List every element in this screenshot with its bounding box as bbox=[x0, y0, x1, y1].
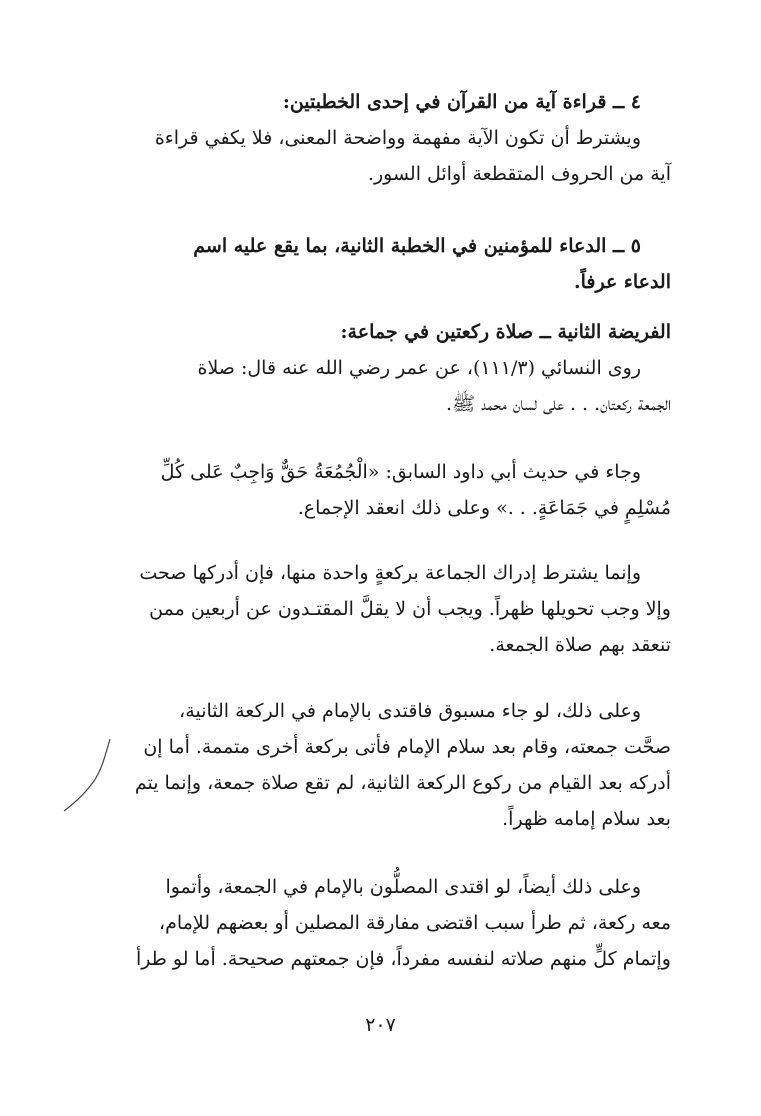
paragraph-line: بعد سلام إمامه ظهراً. bbox=[502, 808, 671, 830]
paragraph-line: أدركه بعد القيام من ركوع الركعة الثانية، لم تقع صلاة جمعة، وإنما يتم bbox=[134, 772, 671, 794]
section-heading: ٤ ــ قراءة آية من القرآن في إحدى الخطبتين: bbox=[282, 91, 641, 113]
paragraph-line: ويشترط أن تكون الآية مفهمة وواضحة المعنى، فلا يكفي قراءة bbox=[154, 127, 641, 149]
paragraph-line: وإنما يشترط إدراك الجماعة بركعةٍ واحدة منها، فإن أدركها صحت bbox=[139, 562, 641, 584]
margin-pen-mark bbox=[62, 735, 132, 815]
page-number: ٢٠٧ bbox=[365, 1014, 396, 1036]
paragraph-line: وعلى ذلك أيضاً، لو اقتدى المصلُّون بالإمام في الجمعة، وأتموا bbox=[165, 876, 641, 898]
section-quran-verse bbox=[94, 84, 671, 192]
section-heading: الدعاء عرفاً. bbox=[573, 271, 671, 293]
paragraph-line: روى النسائي (١١١/٣)، عن عمر رضي الله عنه قال: صلاة bbox=[197, 357, 641, 379]
section-heading: ٥ ــ الدعاء للمؤمنين في الخطبة الثانية، بما يقع عليه اسم bbox=[193, 235, 641, 257]
paragraph-line: آية من الحروف المتقطعة أوائل السور. bbox=[367, 163, 671, 185]
section-heading: الفريضة الثانية ــ صلاة ركعتين في جماعة: bbox=[340, 321, 671, 343]
paragraph-masbuq bbox=[94, 693, 671, 837]
paragraph-line: وإلا وجب تحويلها ظهراً. ويجب أن لا يقلَّ المقتـدون عن أربعين ممن bbox=[149, 598, 671, 620]
paragraph-line: الجمعة ركعتان. . . على لسان محمد ﷺ. bbox=[446, 393, 671, 415]
paragraph-line: وجاء في حديث أبي داود السابق: «الْجُمُعَةُ حَقٌّ وَاجِبٌ عَلى كُلِّ bbox=[160, 461, 641, 483]
paragraph-line: وعلى ذلك، لو جاء مسبوق فاقتدى بالإمام في الركعة الثانية، bbox=[179, 700, 641, 722]
paragraph-line: مُسْلِمٍ في جَمَاعَةٍ. . .» وعلى ذلك انعقد الإجماع. bbox=[297, 497, 671, 519]
paragraph-condition bbox=[94, 555, 671, 663]
paragraph-hadith bbox=[94, 454, 671, 526]
section-dua bbox=[94, 228, 671, 300]
section-second-obligation bbox=[94, 314, 671, 422]
paragraph-separation bbox=[94, 869, 671, 977]
paragraph-line: معه ركعة، ثم طرأ سبب اقتضى مفارقة المصلين أو بعضهم للإمام، bbox=[159, 912, 671, 934]
paragraph-line: وإتمام كلٍّ منهم صلاته لنفسه مفرداً، فإن جمعتهم صحيحة. أما لو طرأ bbox=[135, 948, 671, 970]
paragraph-line: صحَّت جمعته، وقام بعد سلام الإمام فأتى بركعة أخرى متممة. أما إن bbox=[143, 736, 671, 758]
paragraph-line: تنعقد بهم صلاة الجمعة. bbox=[489, 634, 671, 656]
